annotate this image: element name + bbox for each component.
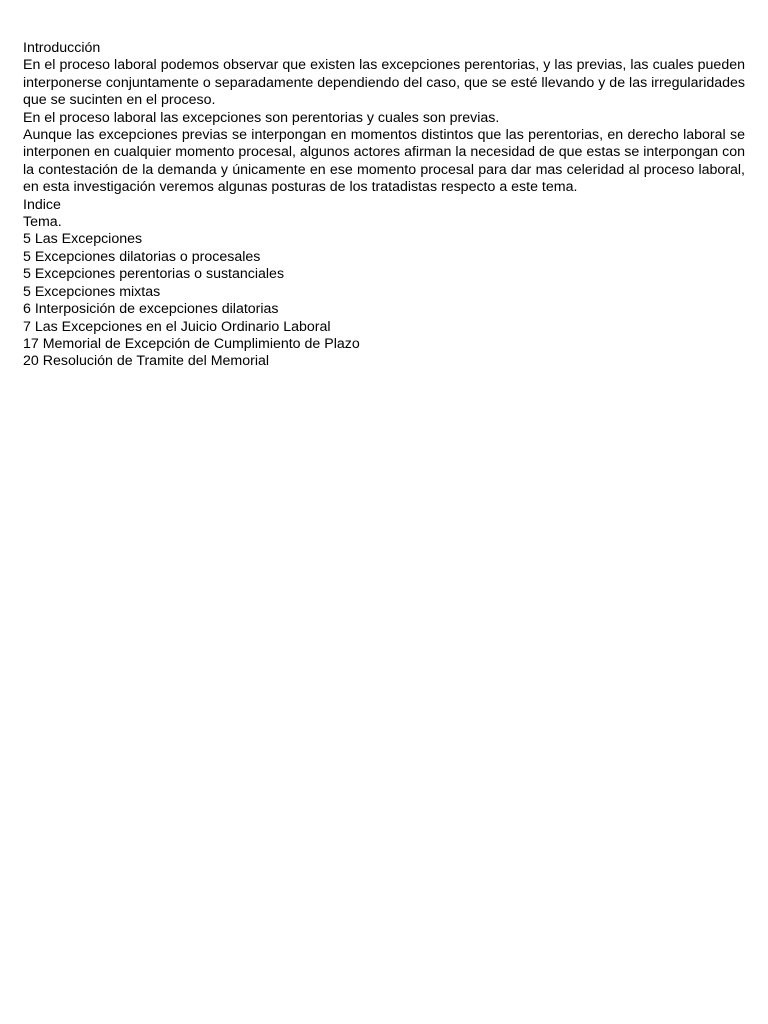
index-item: 20 Resolución de Tramite del Memorial — [23, 353, 270, 370]
index-item: 5 Excepciones dilatorias o procesales — [23, 248, 261, 265]
index-item: 5 Las Excepciones — [23, 231, 143, 248]
index-subheading: Tema. — [23, 214, 62, 231]
index-item: 17 Memorial de Excepción de Cumplimiento de Plazo — [23, 335, 360, 352]
intro-heading: Introducción — [23, 40, 101, 56]
intro-paragraph-3: Aunque las excepciones previas se interpongan en momentos distintos que las perentorias, en derecho laboral se interponen en cualquier momento procesal, algunos actores afirman la necesidad de que estas se interpongan con la contestación de la demanda y únicamente en ese momento procesal para dar mas celeridad al proceso laboral, en esta investigación veremos algunas posturas de los tratadistas respecto a este tema. — [23, 127, 745, 196]
index-item: 5 Excepciones mixtas — [23, 283, 161, 300]
intro-paragraph-2: En el proceso laboral las excepciones son perentorias y cuales son previas. — [23, 109, 500, 126]
intro-paragraph-1: En el proceso laboral podemos observar que existen las excepciones perentorias, y las previas, las cuales pueden interponerse conjuntamente o separadamente dependiendo del caso, que se esté llevando y de las irregularidades que se sucinten en el proceso. — [23, 57, 745, 109]
index-heading: Indice — [23, 196, 61, 213]
index-item: 5 Excepciones perentorias o sustanciales — [23, 266, 285, 283]
index-item: 7 Las Excepciones en el Juicio Ordinario Laboral — [23, 318, 331, 335]
document-page — [23, 40, 745, 371]
index-list — [23, 231, 745, 370]
index-item: 6 Interposición de excepciones dilatorias — [23, 301, 279, 318]
